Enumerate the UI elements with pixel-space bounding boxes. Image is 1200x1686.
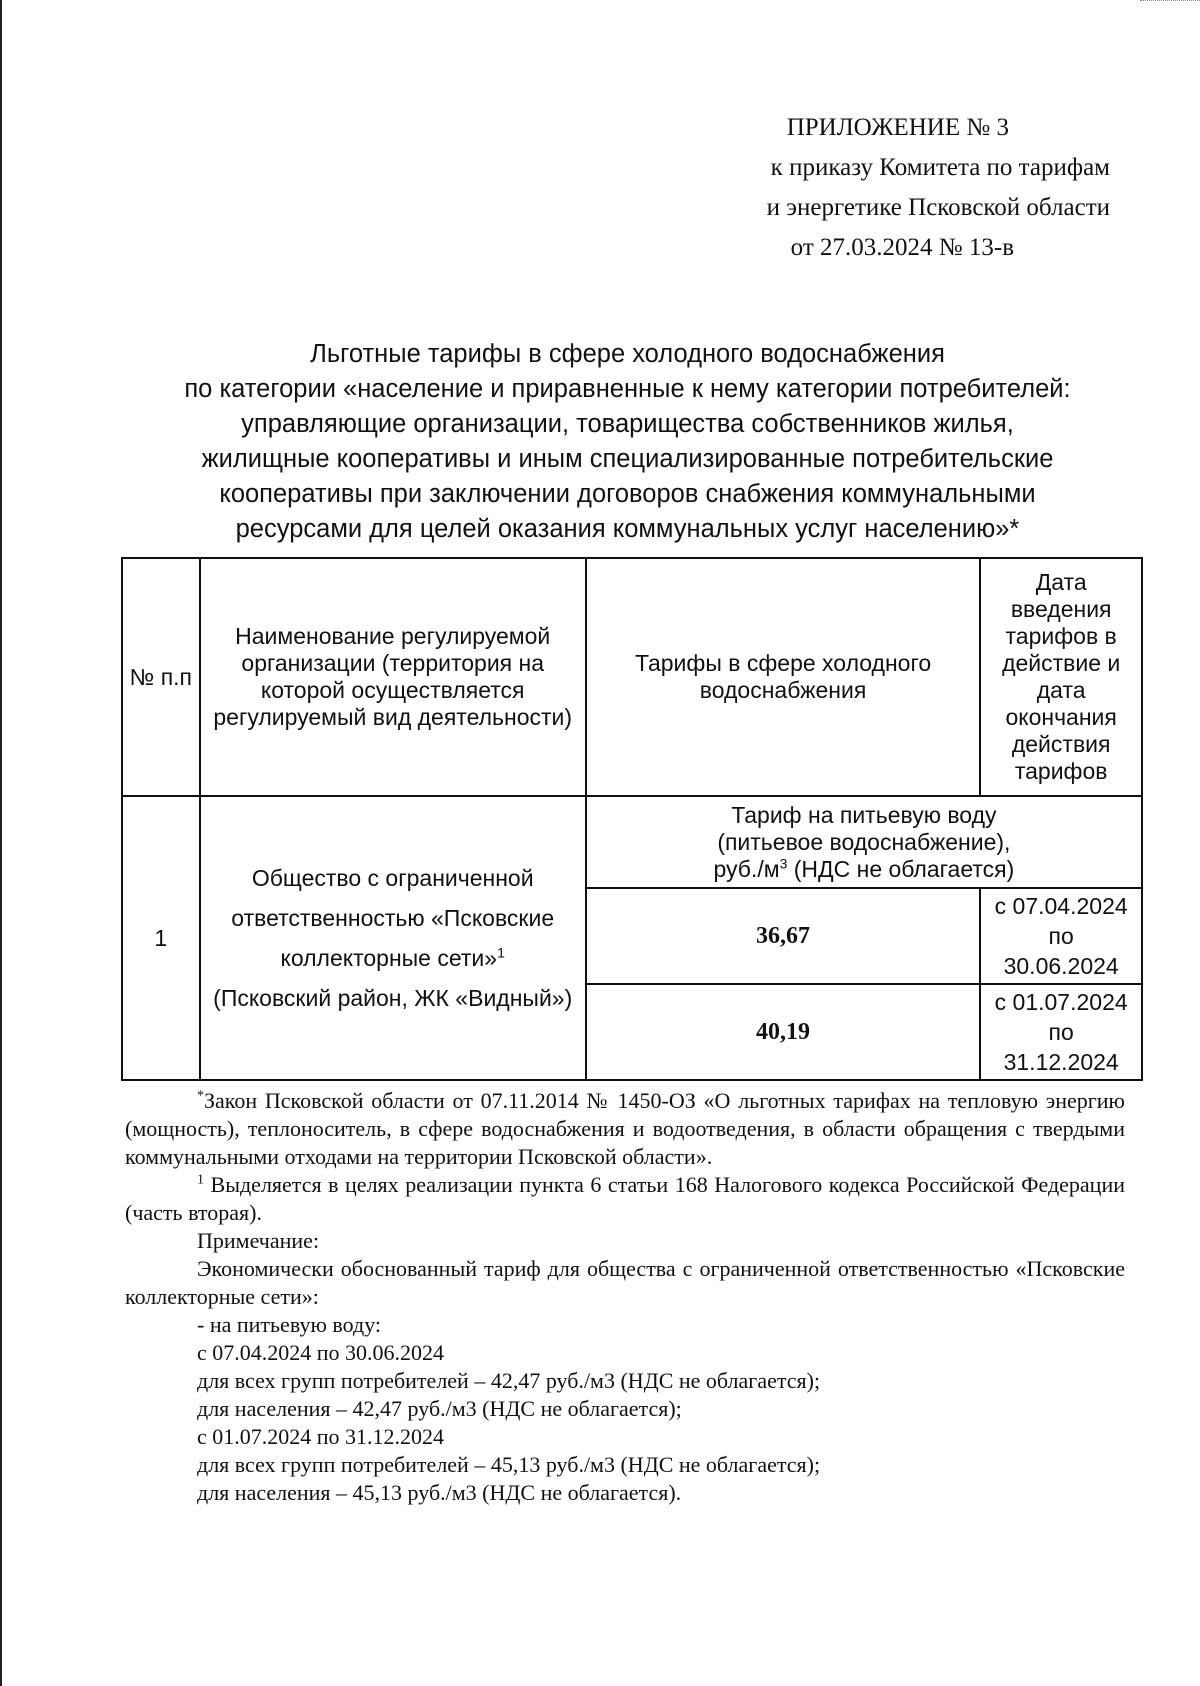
scan-artifact [1140,0,1200,7]
tariff-value: 40,19 [586,984,981,1080]
remark-line: для населения – 42,47 руб./м3 (НДС не облагается); [197,1396,682,1421]
tariff-period [980,984,1142,1080]
period-po: по [1048,1019,1074,1045]
header-num: № п.п [122,558,200,796]
law-mark: * [197,1088,204,1104]
header-dates: Дата введения тарифов в действие и дата окончания действия тарифов [980,558,1142,796]
scan-edge [0,0,2,1686]
org-line: ответственностью «Псковские [231,905,555,931]
notes [125,1087,1125,1507]
tariff-caption-line: (питьевое водоснабжение), [717,828,1011,855]
remark-text: Экономически обоснованный тариф для общества с ограниченной ответственностью «Псковские коллекторные сети»: [125,1256,1125,1309]
header-tariff: Тарифы в сфере холодного водоснабжения [586,558,981,796]
header-org-name: Наименование регулируемой организации (территория на которой осуществляется регулируемый вид деятельности) [200,558,586,796]
document-title [165,337,1090,547]
unit-superscript: 3 [779,854,788,871]
row-org-name [200,796,586,1080]
annex-header [766,108,1110,268]
tariff-table [121,557,1143,1081]
law-text: Закон Псковской области от 07.11.2014 № 1450-ОЗ «О льготных тарифах на тепловую энергию (мощность), теплоноситель, в сфере водоснабжения и водоотведения, в области обращения с твердыми коммунальными отходами на территории Псковской области». [125,1088,1125,1169]
remark-line: - на питьевую воду: [197,1312,382,1337]
footnote-mark: 1 [197,1172,204,1188]
annex-order-ref: к приказу Комитета по тарифам [770,154,1110,181]
period-to: 31.12.2024 [1003,1049,1119,1075]
remark-line: для населения – 45,13 руб./м3 (НДС не облагается). [197,1480,682,1505]
org-territory: (Псковский район, ЖК «Видный») [213,985,573,1011]
tariff-caption-line: Тариф на питьевую воду [731,801,997,828]
tariff-value: 36,67 [586,888,981,984]
remark-line: с 07.04.2024 по 30.06.2024 [197,1340,445,1365]
title-line: ресурсами для целей оказания коммунальных услуг населению»* [235,515,1020,543]
remark-line: для всех групп потребителей – 42,47 руб./м3 (НДС не облагается); [197,1368,821,1393]
tariff-period [980,888,1142,984]
table-header-row [122,558,1142,796]
title-line: Льготные тарифы в сфере холодного водоснабжения [310,340,945,368]
remark-title: Примечание: [197,1228,320,1253]
tariff-caption-line [593,856,1135,883]
remark-line: для всех групп потребителей – 45,13 руб./м3 (НДС не облагается); [197,1452,821,1477]
period-from: с 01.07.2024 [994,989,1128,1015]
org-line-text: коллекторные сети» [280,945,498,971]
tariff-caption [586,796,1142,888]
org-line [207,938,579,978]
row-num: 1 [122,796,200,1080]
title-line: жилищные кооперативы и иным специализированные потребительские [201,445,1054,473]
footnote-text: Выделяется в целях реализации пункта 6 статьи 168 Налогового кодекса Российской Федерации (часть вторая). [125,1172,1125,1225]
annex-committee: и энергетике Псковской области [766,194,1110,221]
footnote-ref: 1 [497,944,505,961]
org-line: Общество с ограниченной [251,865,534,891]
annex-number: ПРИЛОЖЕНИЕ № 3 [786,114,1009,141]
law-footnote [125,1087,1125,1171]
footnote-1 [125,1171,1125,1227]
title-line: управляющие организации, товарищества собственников жилья, [241,410,1014,438]
period-to: 30.06.2024 [1003,953,1119,979]
title-line: по категории «население и приравненные к нему категории потребителей: [184,375,1071,403]
table-row [122,796,1142,888]
period-po: по [1048,923,1074,949]
remark-line: с 01.07.2024 по 31.12.2024 [197,1424,445,1449]
title-line: кооперативы при заключении договоров снабжения коммунальными [219,480,1036,508]
period-from: с 07.04.2024 [994,893,1128,919]
unit-text: руб./м [713,855,780,882]
vat-note: (НДС не облагается) [787,855,1015,882]
annex-date: от 27.03.2024 № 13-в [790,234,1014,261]
